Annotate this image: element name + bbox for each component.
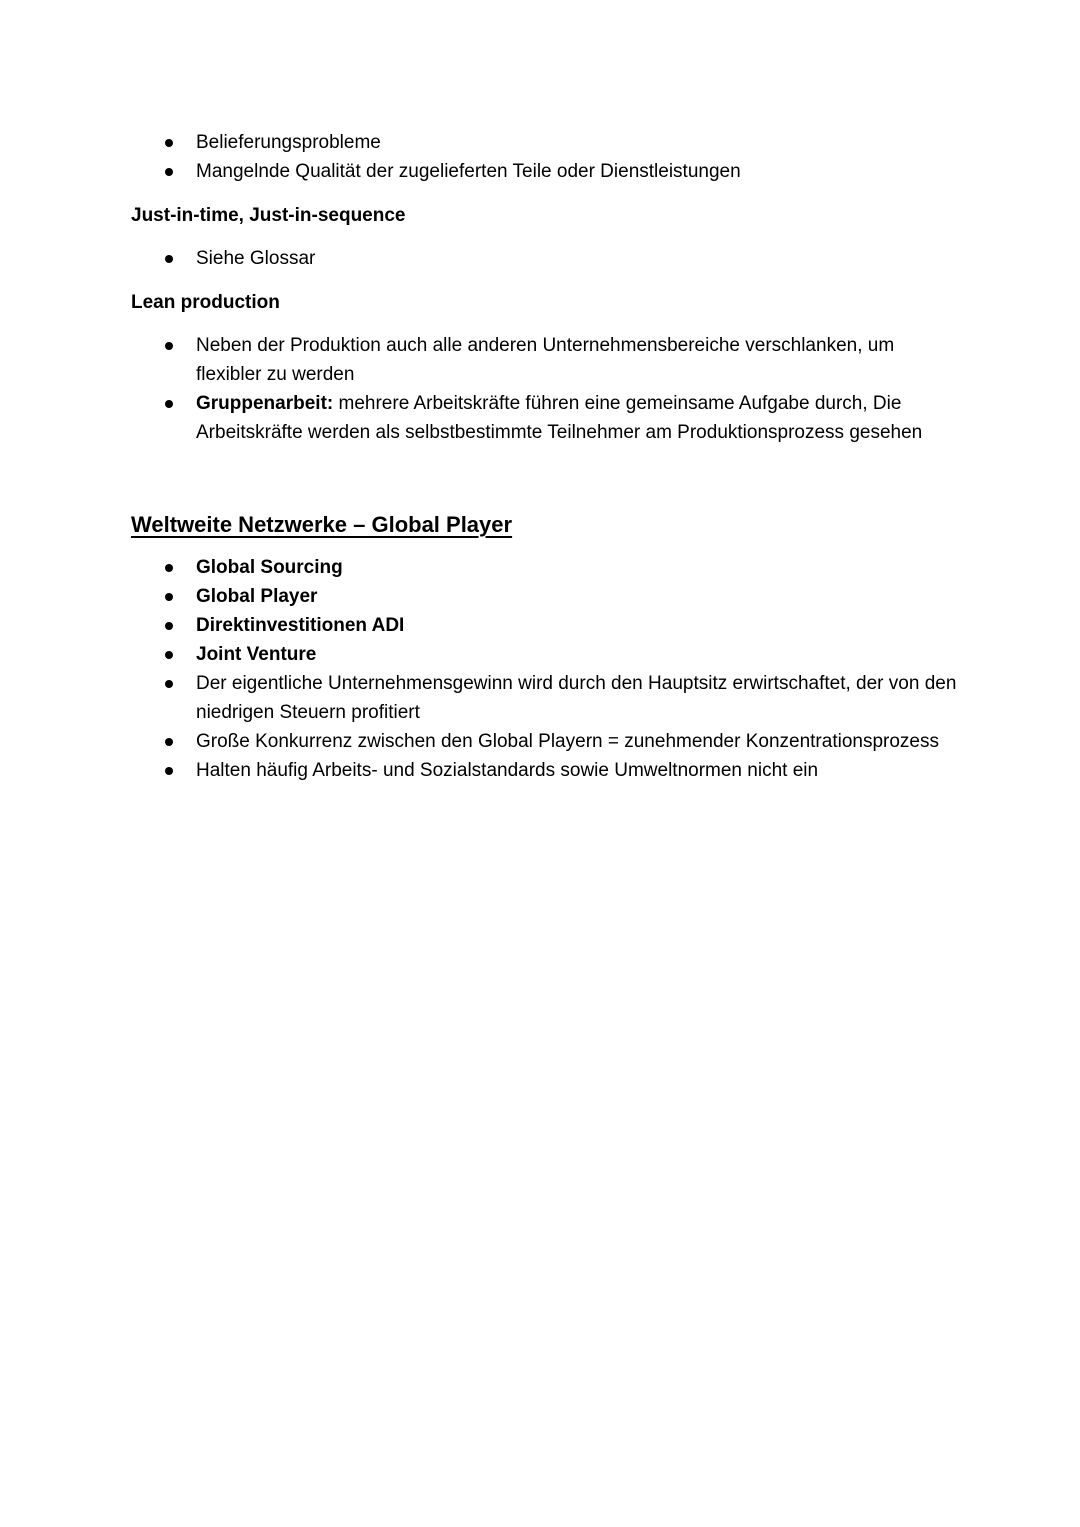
top-bullet-list	[131, 128, 961, 186]
bullet-icon	[165, 255, 173, 263]
list-item-text: Joint Venture	[196, 644, 317, 665]
list-item	[196, 611, 961, 640]
page-content	[131, 128, 961, 785]
list-item	[196, 244, 961, 273]
bullet-icon	[165, 680, 173, 688]
list-item	[196, 389, 961, 447]
list-item-text: Mangelnde Qualität der zugelieferten Teile oder Dienstleistungen	[196, 161, 741, 182]
bullet-icon	[165, 651, 173, 659]
bullet-icon	[165, 593, 173, 601]
lean-bullet-list	[131, 331, 961, 447]
list-item	[196, 553, 961, 582]
bullet-icon	[165, 767, 173, 775]
bullet-icon	[165, 622, 173, 630]
list-item	[196, 157, 961, 186]
global-bullet-list	[131, 553, 961, 785]
bullet-icon	[165, 564, 173, 572]
bullet-icon	[165, 168, 173, 176]
list-item-text: Global Sourcing	[196, 557, 343, 578]
jit-heading: Just-in-time, Just-in-sequence	[131, 205, 406, 226]
bullet-icon	[165, 738, 173, 746]
list-item-text: Große Konkurrenz zwischen den Global Playern = zunehmender Konzentrationsprozess	[196, 731, 939, 752]
list-item-text: Direktinvestitionen ADI	[196, 615, 405, 636]
list-item	[196, 669, 961, 727]
list-item-text: Halten häufig Arbeits- und Sozialstandards sowie Umweltnormen nicht ein	[196, 760, 819, 781]
list-item	[196, 727, 961, 756]
list-item	[196, 582, 961, 611]
bullet-icon	[165, 139, 173, 147]
list-item-text: mehrere Arbeitskräfte führen eine gemeinsame Aufgabe durch, Die Arbeitskräfte werden als selbstbestimmte Teilnehmer am Produktionsprozess gesehen	[196, 393, 923, 443]
list-item	[196, 756, 961, 785]
bullet-icon	[165, 400, 173, 408]
bullet-icon	[165, 342, 173, 350]
lean-heading: Lean production	[131, 292, 280, 313]
section-heading: Weltweite Netzwerke – Global Player	[131, 512, 513, 537]
jit-bullet-list	[131, 244, 961, 273]
list-item	[196, 128, 961, 157]
list-item-text: Neben der Produktion auch alle anderen Unternehmensbereiche verschlanken, um flexibler zu werden	[196, 335, 895, 385]
list-item-text: Global Player	[196, 586, 318, 607]
list-item-term: Gruppenarbeit:	[196, 393, 334, 414]
list-item	[196, 331, 961, 389]
list-item-text: Belieferungsprobleme	[196, 132, 381, 153]
list-item-text: Siehe Glossar	[196, 248, 316, 269]
list-item	[196, 640, 961, 669]
list-item-text: Der eigentliche Unternehmensgewinn wird durch den Hauptsitz erwirtschaftet, der von den niedrigen Steuern profitiert	[196, 673, 957, 723]
